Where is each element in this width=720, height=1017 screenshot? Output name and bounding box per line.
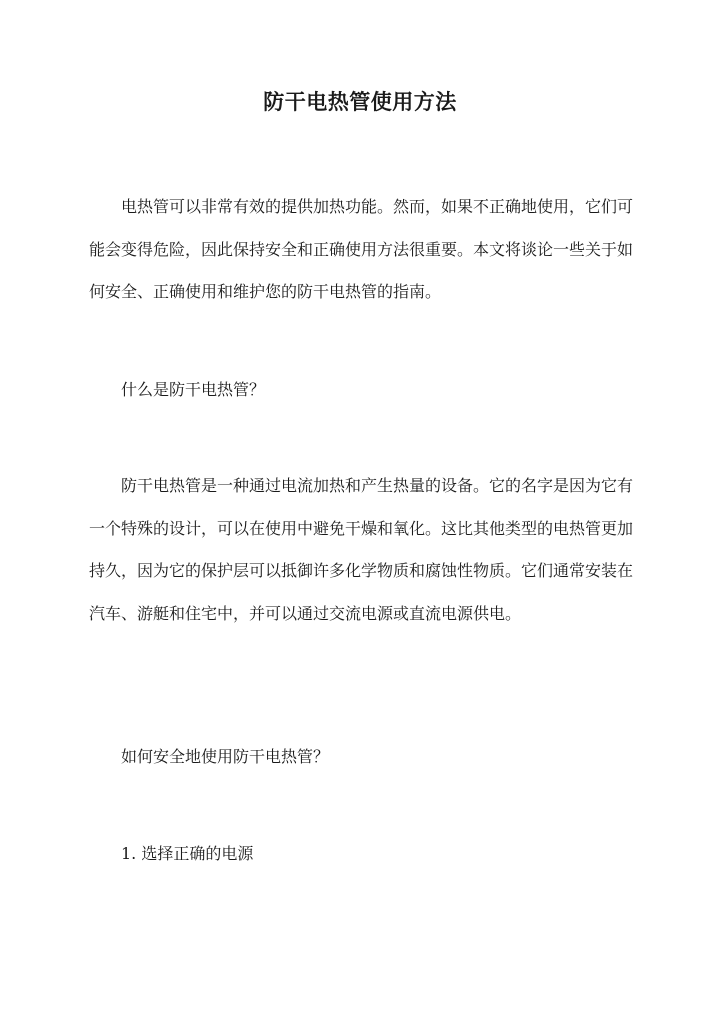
section-heading-what: 什么是防干电热管？ — [121, 380, 266, 399]
intro-paragraph: 电热管可以非常有效的提供加热功能。然而，如果不正确地使用，它们可能会变得危险，因此保持安全和正确使用方法很重要。本文将谈论一些关于如何安全、正确使用和维护您的防干电热管的指南。 — [89, 197, 634, 301]
list-item-1: 1. 选择正确的电源 — [121, 844, 254, 863]
section-heading-how: 如何安全地使用防干电热管？ — [121, 747, 330, 766]
document-title: 防干电热管使用方法 — [263, 89, 457, 114]
description-paragraph: 防干电热管是一种通过电流加热和产生热量的设备。它的名字是因为它有一个特殊的设计，可以在使用中避免干燥和氧化。这比其他类型的电热管更加持久，因为它的保护层可以抵御许多化学物质和腐蚀性物质。它们通常安装在汽车、游艇和住宅中，并可以通过交流电源或直流电源供电。 — [89, 476, 634, 623]
